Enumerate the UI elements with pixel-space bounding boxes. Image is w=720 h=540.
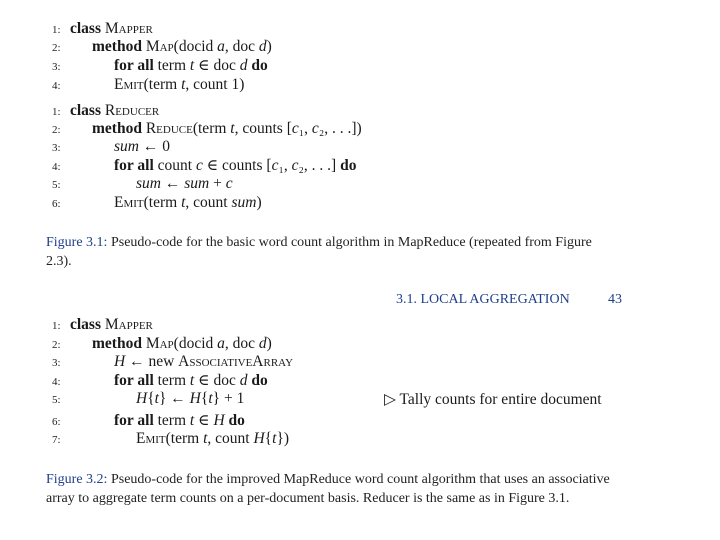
reducer-basic-line-number: 6:	[52, 198, 61, 210]
figure-3-2-label: Figure 3.2:	[46, 472, 108, 487]
reducer-basic-code-line: sum ← 0	[114, 138, 170, 155]
mapper-basic-code-line: for all term t ∈ doc d do	[114, 57, 268, 74]
mapper-improved-code-line: for all term t ∈ doc d do	[114, 372, 268, 389]
running-header-page-number: 43	[608, 292, 622, 307]
mapper-basic-line-number: 3:	[52, 61, 61, 73]
reducer-basic-code-line: method Reduce(term t, counts [c₁, c₂, . . .])	[92, 120, 362, 137]
reducer-basic-code-line: Emit(term t, count sum)	[114, 194, 262, 211]
mapper-improved-code-line: Emit(term t, count H{t})	[136, 430, 290, 447]
mapper-improved-line-number: 1:	[52, 320, 61, 332]
reducer-basic-line-number: 4:	[52, 161, 61, 173]
tally-comment: ▷ Tally counts for entire document	[384, 391, 602, 408]
mapper-improved-line-number: 3:	[52, 357, 61, 369]
reducer-basic-line-number: 5:	[52, 179, 61, 191]
mapper-basic-line-number: 1:	[52, 24, 61, 36]
mapper-improved-code-line: H ← new AssociativeArray	[114, 353, 294, 370]
figure-3-1-text: Pseudo-code for the basic word count algorithm in MapReduce (repeated from Figure 2.3).	[46, 235, 592, 269]
reducer-basic-code-line: class Reducer	[70, 102, 160, 119]
reducer-basic-line-number: 1:	[52, 106, 61, 118]
mapper-basic-line-number: 4:	[52, 80, 61, 92]
mapper-basic-code-line: class Mapper	[70, 20, 153, 37]
reducer-basic-code-line: for all count c ∈ counts [c₁, c₂, . . .] do	[114, 157, 357, 174]
mapper-improved-code-line: method Map(docid a, doc d)	[92, 335, 272, 352]
figure-3-2-caption	[46, 470, 616, 508]
mapper-improved-line-number: 5:	[52, 394, 61, 406]
mapper-basic-code-line: Emit(term t, count 1)	[114, 76, 245, 93]
mapper-basic-line-number: 2:	[52, 42, 61, 54]
reducer-basic-code-line: sum ← sum + c	[136, 175, 233, 192]
mapper-improved-code-line: for all term t ∈ H do	[114, 412, 245, 429]
running-header-section: 3.1. LOCAL AGGREGATION	[396, 292, 570, 307]
reducer-basic-line-number: 2:	[52, 124, 61, 136]
figure-3-2-text: Pseudo-code for the improved MapReduce word count algorithm that uses an associative array to aggregate term counts on a per-document basis. Reducer is the same as in Figure 3.1.	[46, 472, 610, 506]
mapper-improved-code-line: H{t} ← H{t} + 1	[136, 390, 245, 407]
mapper-improved-line-number: 7:	[52, 434, 61, 446]
mapper-improved-code-line: class Mapper	[70, 316, 153, 333]
mapper-improved-line-number: 4:	[52, 376, 61, 388]
mapper-improved-line-number: 6:	[52, 416, 61, 428]
mapper-basic-code-line: method Map(docid a, doc d)	[92, 38, 272, 55]
mapper-improved-line-number: 2:	[52, 339, 61, 351]
reducer-basic-line-number: 3:	[52, 142, 61, 154]
figure-3-1-caption	[46, 233, 616, 271]
figure-3-1-label: Figure 3.1:	[46, 235, 108, 250]
